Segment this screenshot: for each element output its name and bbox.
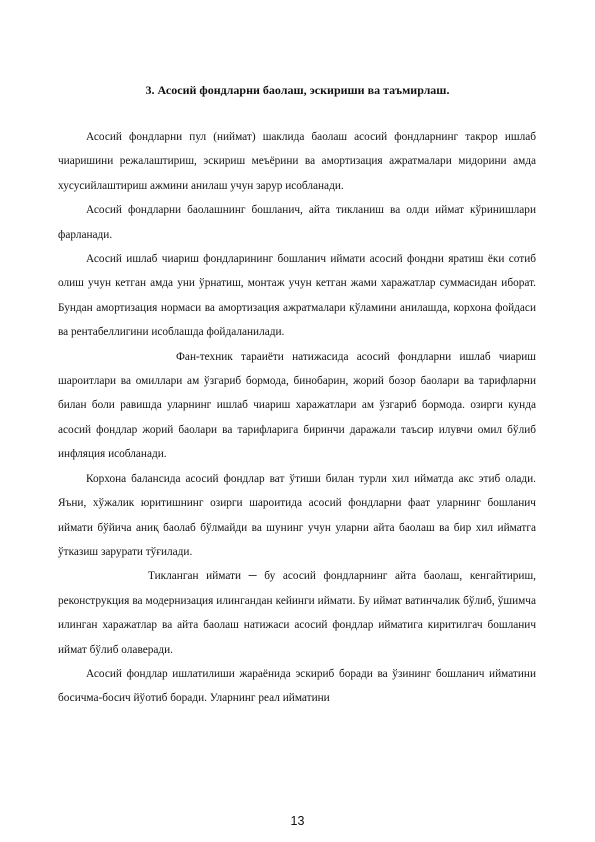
page-number: 13 — [290, 814, 305, 828]
paragraph: Асосий фондларни баолашнинг бошланич, айта тикланиш ва олди иймат кўринишлари фарланади. — [58, 204, 536, 241]
paragraph: Фан-техник тараиёти натижасида асосий фондларни ишлаб чиариш шароитлари ва омиллари ам ўзгариб бормода, бинобарин, жорий бозор баолари ва тарифларни билан боли равишда уларнинг ишлаб чиариш харажатлари ам ўзгариб бормода. озирги кунда асосий фондлар жорий баолари ва тарифларига биринчи даражали таъсир илувчи омил бўлиб инфляция исобланади. — [58, 350, 536, 461]
body-text — [58, 125, 536, 711]
section-title: 3. Асосий фондларни баолаш, эскириши ва таъмирлаш. — [145, 83, 450, 97]
paragraph: Асосий фондларни пул (ниймат) шаклида баолаш асосий фондларнинг такрор ишлаб чиаришини режалаштириш, эскириш меъёрини ва амортизация ажратмалари мидорини амда хусусийлаштириш ажмини анилаш учун зарур исобланади. — [58, 131, 536, 192]
paragraph: Асосий фондлар ишлатилиши жараёнида эскириб боради ва ўзининг бошланич ийматини босичма-босич йўотиб боради. Уларнинг реал ийматини — [58, 667, 536, 705]
paragraph: Тикланган иймати ─ бу асосий фондларнинг айта баолаш, кенгайтириш, реконструкция ва модернизация илингандан кейинги иймати. Бу иймат ватинчалик бўлиб, ўшимча илинган харажатлар ва айта баолаш натижаси асосий фондлар ийматига киритилгач бошланич иймат бўлиб олаверади. — [58, 570, 536, 656]
paragraph: Корхона балансида асосий фондлар ват ўтиши билан турли хил ийматда акс этиб олади. Яъни, хўжалик юритишнинг озирги шароитида асосий фондларни фаат уларнинг бошланич иймати бўйича аниқ баолаб бўлмайди ва шунинг учун уларни айта баолаш ва бир хил ийматга ўтказиш зарурати тўғилади. — [58, 472, 536, 558]
paragraph: Асосий ишлаб чиариш фондларининг бошланич иймати асосий фондни яратиш ёки сотиб олиш учун кетган амда уни ўрнатиш, монтаж учун кетган жами харажатлар суммасидан иборат. Бундан амортизация нормаси ва амортизация ажратмалари кўламини анилашда, корхона фойдаси ва рентабеллигини исоблашда фойдаланилади. — [58, 253, 536, 339]
